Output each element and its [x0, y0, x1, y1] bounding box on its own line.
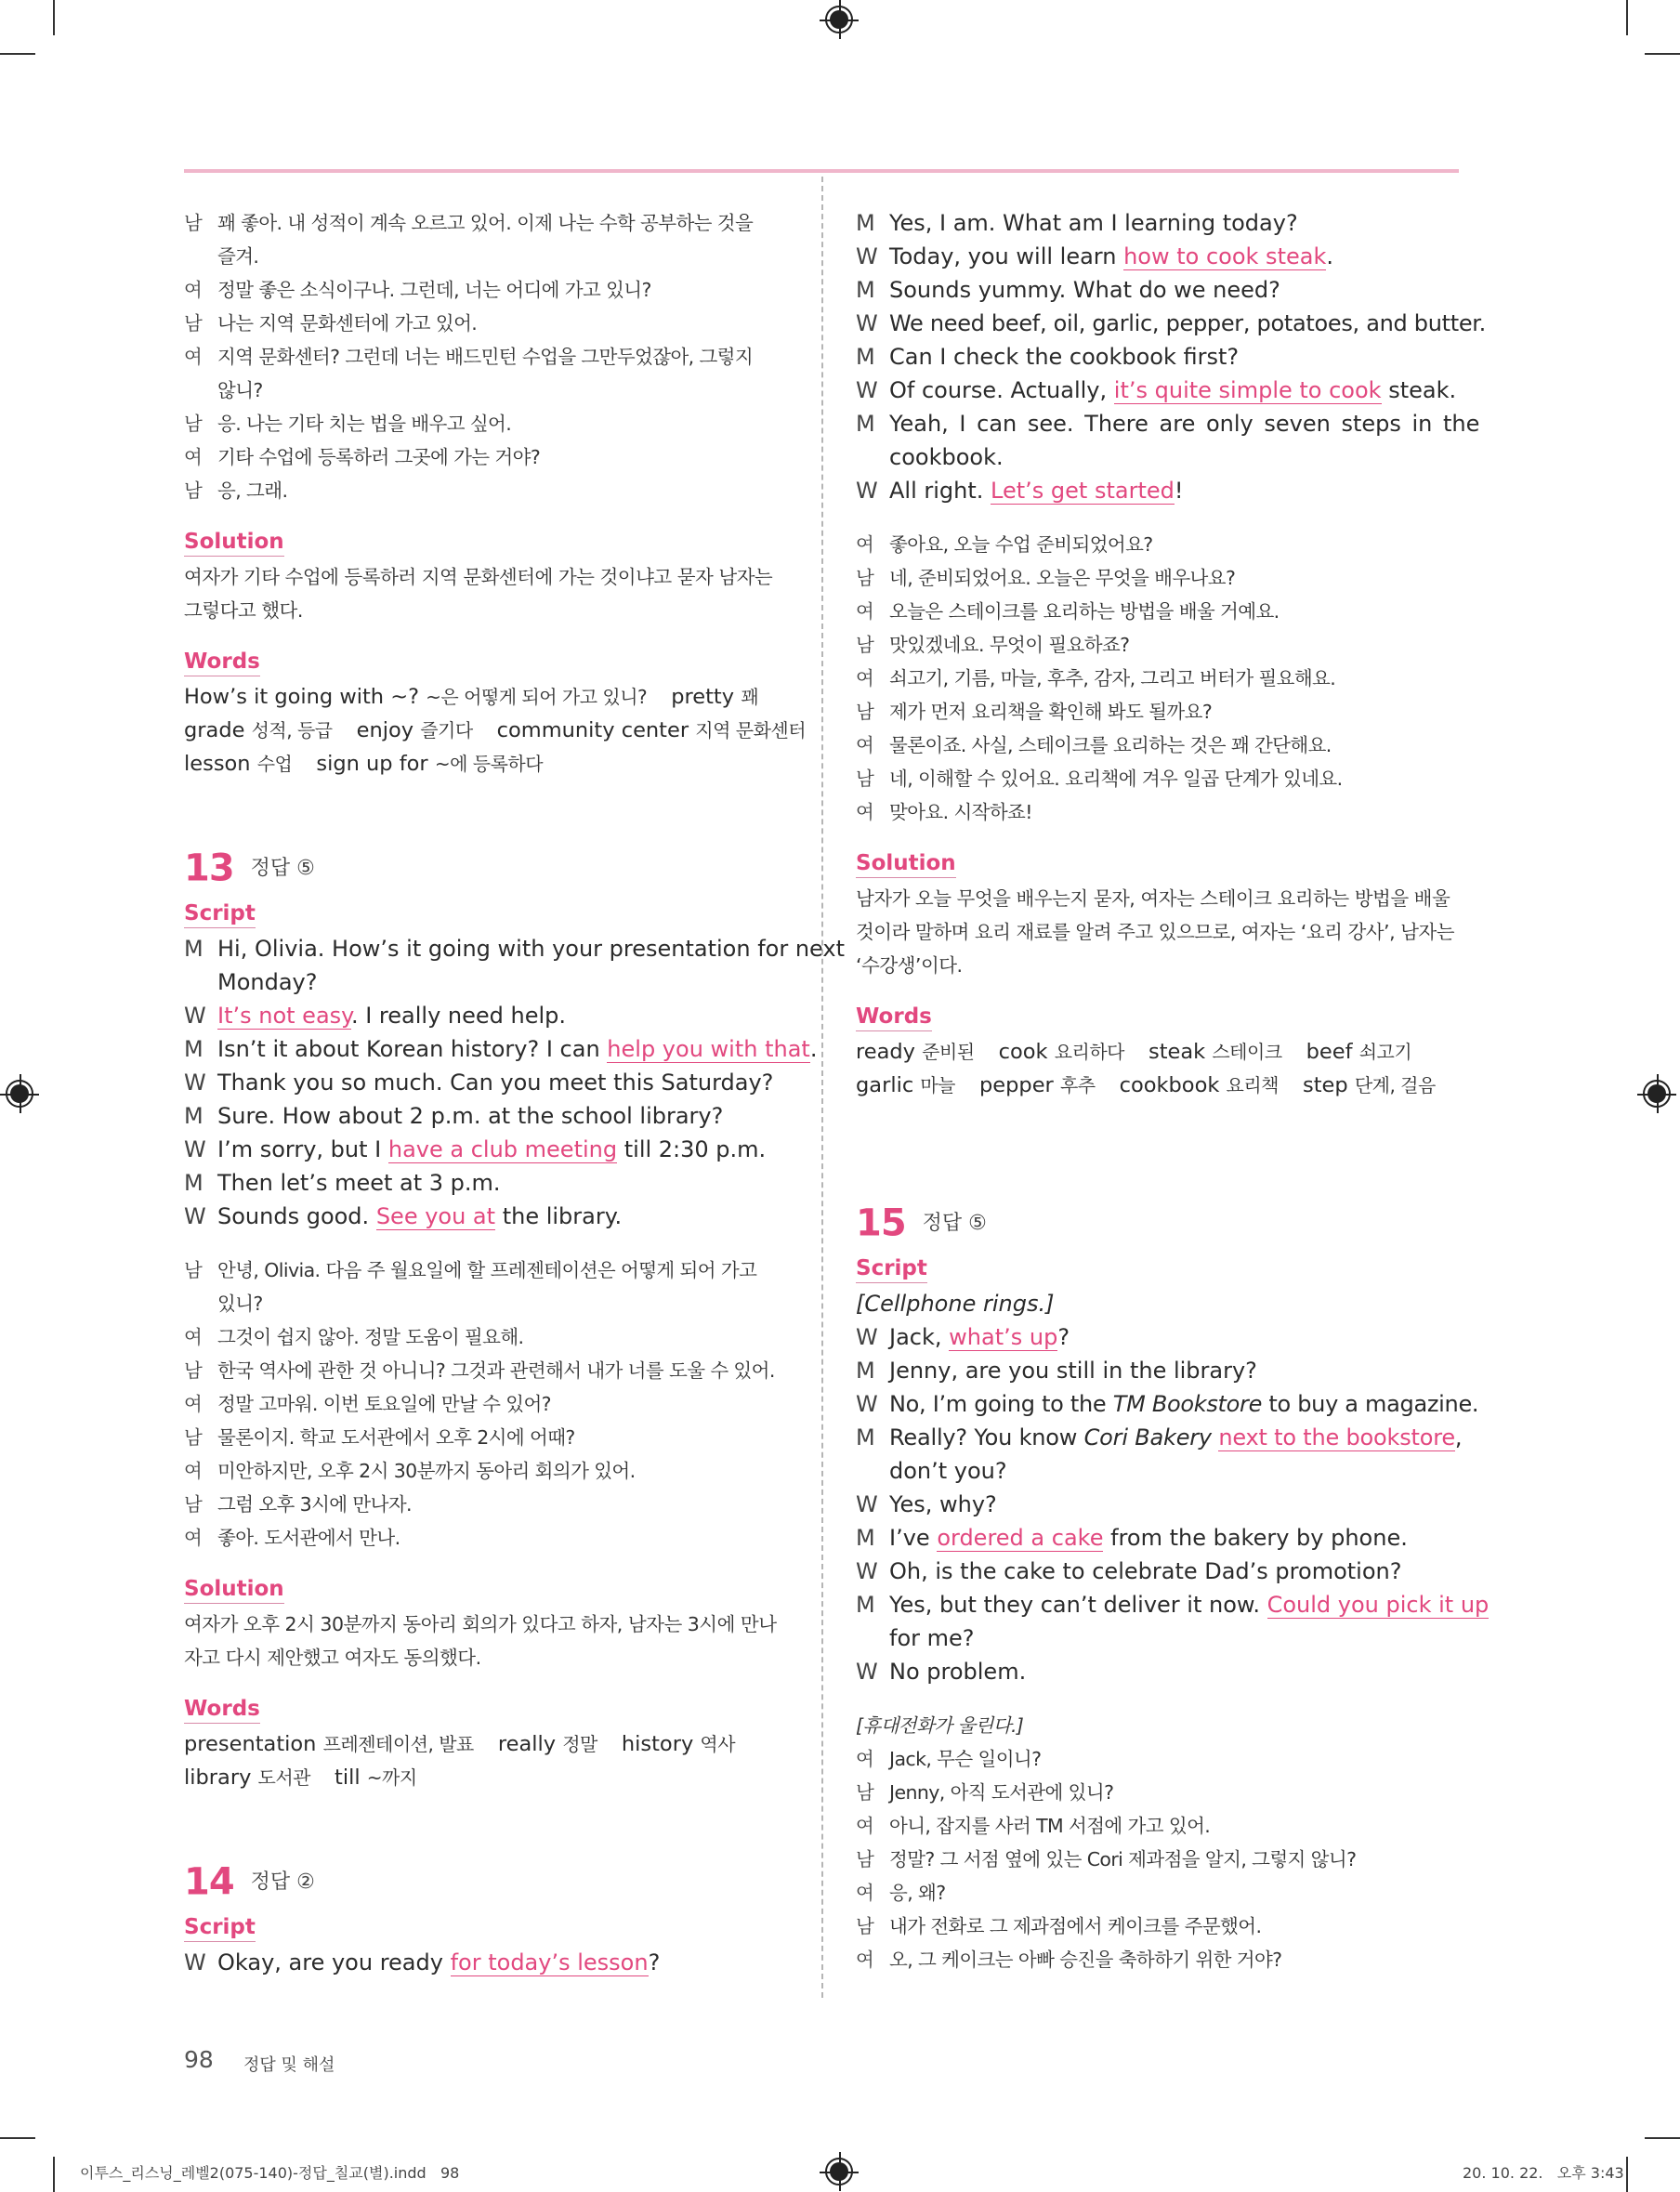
dialogue-line: 여 물론이죠. 사실, 스테이크를 요리하는 것은 꽤 간단해요. — [856, 734, 1332, 756]
dialogue-line: M Yes, but they can’t deliver it now. Could you pick it up — [856, 1592, 1490, 1618]
footer-file-name: 이투스_리스닝_레벨2(075-140)-정답_칠교(별).indd 98 — [80, 2164, 460, 2182]
dialogue-line: 여 맞아요. 시작하죠! — [856, 801, 1032, 823]
dialogue-line: 남 응, 그래. — [184, 479, 288, 502]
dialogue-line: 여 응, 왜? — [856, 1882, 946, 1904]
dialogue-line: 남 응. 나는 기타 치는 법을 배우고 싶어. — [184, 413, 512, 435]
key-phrase: it’s quite simple to cook — [1113, 377, 1382, 403]
dialogue-line: 여 미안하지만, 오후 2시 30분까지 동아리 회의가 있어. — [184, 1460, 636, 1482]
store-name: Cori Bakery — [1083, 1424, 1212, 1450]
q14-english-dialogue — [856, 206, 1486, 507]
dialogue-line: M Jenny, are you still in the library? — [856, 1358, 1257, 1384]
right-column — [856, 206, 1490, 1976]
dialogue-line: M Really? You know Cori Bakery next to the bookstore, — [856, 1424, 1463, 1450]
dialogue-line: W Jack, what’s up? — [856, 1324, 1070, 1350]
question-13-header — [184, 846, 786, 890]
registration-mark-icon — [1643, 1080, 1671, 1108]
trim-mark — [0, 2137, 35, 2139]
words-heading: Words — [184, 648, 260, 676]
dialogue-line: W All right. Let’s get started! — [856, 478, 1184, 504]
header-rule — [184, 169, 1459, 173]
dialogue-line: 여 좋아. 도서관에서 만나. — [184, 1527, 400, 1549]
dialogue-line: 남 Jenny, 아직 도서관에 있니? — [856, 1781, 1114, 1804]
store-name: TM Bookstore — [1112, 1391, 1263, 1417]
key-phrase: It’s not easy — [217, 1003, 351, 1029]
dialogue-line: M Isn’t it about Korean history? I can help you with that. — [184, 1036, 818, 1062]
dialogue-line: M Sounds yummy. What do we need? — [856, 277, 1280, 303]
dialogue-line: W We need beef, oil, garlic, pepper, potatoes, and butter. — [856, 310, 1486, 336]
solution-text: 여자가 오후 2시 30분까지 동아리 회의가 있다고 하자, 남자는 3시에 만나자고 다시 제안했고 여자도 동의했다. — [184, 1613, 777, 1669]
key-phrase: how to cook steak — [1123, 243, 1327, 269]
solution-heading: Solution — [184, 1575, 284, 1604]
dialogue-line: M Yeah, I can see. There are only seven steps in the — [856, 411, 1480, 437]
dialogue-line: 남 내가 전화로 그 제과점에서 케이크를 주문했어. — [856, 1915, 1262, 1937]
dialogue-line: W It’s not easy. I really need help. — [184, 1003, 567, 1029]
section-title: 정답 및 해설 — [243, 2055, 335, 2075]
words-heading: Words — [856, 1003, 932, 1031]
stage-direction: [휴대전화가 울린다.] — [856, 1714, 1024, 1737]
dialogue-line: W Okay, are you ready for today’s lesson? — [184, 1949, 661, 1975]
dialogue-line: 여 Jack, 무슨 일이니? — [856, 1748, 1042, 1770]
q14-korean-dialogue — [856, 528, 1458, 829]
stage-direction: [Cellphone rings.] — [856, 1291, 1055, 1317]
dialogue-line: 여 좋아요, 오늘 수업 준비되었어요? — [856, 533, 1153, 556]
dialogue-line: M Hi, Olivia. How’s it going with your presentation for next — [184, 936, 845, 962]
dialogue-line: W Oh, is the cake to celebrate Dad’s promotion? — [856, 1558, 1402, 1584]
script-heading: Script — [184, 899, 256, 928]
words-list: How’s it going with ~? ~은 어떻게 되어 가고 있니? pretty 꽤 grade 성적, 등급 enjoy 즐기다 community center 지역 문화센터 lesson 수업 sign up for ~에 등록하다 — [184, 685, 807, 776]
key-phrase: ordered a cake — [937, 1525, 1104, 1551]
dialogue-line: 여 정말 좋은 소식이구나. 그런데, 너는 어디에 가고 있니? — [184, 279, 651, 301]
registration-mark-icon — [825, 2158, 853, 2185]
key-phrase: what’s up — [949, 1324, 1058, 1350]
trim-mark — [53, 0, 55, 35]
question-number: 14 — [184, 1860, 234, 1904]
answer-label: 정답 ② — [250, 1870, 315, 1894]
solution-heading: Solution — [856, 849, 956, 878]
column-divider — [821, 177, 823, 1998]
key-phrase: help you with that — [607, 1036, 810, 1062]
dialogue-line: 남 제가 먼저 요리책을 확인해 봐도 될까요? — [856, 701, 1213, 723]
dialogue-line: 여 기타 수업에 등록하러 그곳에 가는 거야? — [184, 446, 541, 468]
dialogue-line: 남 그럼 오후 3시에 만나자. — [184, 1493, 412, 1516]
q13-english-dialogue — [184, 932, 845, 1233]
trim-mark — [0, 53, 35, 55]
script-heading: Script — [856, 1254, 927, 1283]
solution-text: 여자가 기타 수업에 등록하러 지역 문화센터에 가는 것이냐고 묻자 남자는 그렇다고 했다. — [184, 566, 773, 622]
trim-mark — [1626, 2157, 1628, 2192]
key-phrase: Let’s get started — [991, 478, 1175, 504]
dialogue-line: 여 쇠고기, 기름, 마늘, 후추, 감자, 그리고 버터가 필요해요. — [856, 667, 1336, 689]
key-phrase: Could you pick it up — [1267, 1592, 1490, 1618]
script-heading: Script — [184, 1913, 256, 1942]
dialogue-line: 여 오늘은 스테이크를 요리하는 방법을 배울 거예요. — [856, 600, 1280, 623]
dialogue-line: 여 아니, 잡지를 사러 TM 서점에 가고 있어. — [856, 1815, 1211, 1837]
dialogue-line: 여 오, 그 케이크는 아빠 승진을 축하하기 위한 거야? — [856, 1949, 1282, 1971]
dialogue-line: W Of course. Actually, it’s quite simple to cook steak. — [856, 377, 1457, 403]
dialogue-line: 남 네, 준비되었어요. 오늘은 무엇을 배우나요? — [856, 567, 1236, 589]
dialogue-line: M I’ve ordered a cake from the bakery by phone. — [856, 1525, 1408, 1551]
dialogue-line: 여 지역 문화센터? 그런데 너는 배드민턴 수업을 그만두었잖아, 그렇지 — [184, 346, 754, 368]
question-number: 13 — [184, 847, 234, 890]
dialogue-line: 남 꽤 좋아. 내 성적이 계속 오르고 있어. 이제 나는 수학 공부하는 것을 — [184, 212, 754, 234]
dialogue-line: 않니? — [217, 379, 263, 401]
registration-mark-icon — [6, 1080, 33, 1108]
dialogue-line: 남 한국 역사에 관한 것 아니니? 그것과 관련해서 내가 너를 도울 수 있어. — [184, 1359, 775, 1382]
dialogue-line: 남 안녕, Olivia. 다음 주 월요일에 할 프레젠테이션은 어떻게 되어 가고 — [184, 1259, 757, 1281]
dialogue-line: W I’m sorry, but I have a club meeting till 2:30 p.m. — [184, 1136, 767, 1162]
dialogue-line: W Sounds good. See you at the library. — [184, 1203, 623, 1229]
q15-korean-dialogue — [856, 1742, 1458, 1976]
answer-label: 정답 ⑤ — [250, 856, 315, 880]
solution-heading: Solution — [184, 528, 284, 557]
dialogue-line: W No, I’m going to the TM Bookstore to buy a magazine. — [856, 1391, 1479, 1417]
dialogue-line: 남 물론이지. 학교 도서관에서 오후 2시에 어때? — [184, 1426, 575, 1449]
words-list: ready 준비된 cook 요리하다 steak 스테이크 beef 쇠고기 garlic 마늘 pepper 후추 cookbook 요리책 step 단계, 걸음 — [856, 1040, 1436, 1097]
dialogue-line: W Today, you will learn how to cook steak. — [856, 243, 1333, 269]
q15-english-dialogue — [856, 1320, 1490, 1688]
dialogue-line: Monday? — [217, 969, 318, 995]
q13-korean-dialogue — [184, 1254, 786, 1555]
dialogue-line: 남 네, 이해할 수 있어요. 요리책에 겨우 일곱 단계가 있네요. — [856, 768, 1343, 790]
footer-date: 20. 10. 22. 오후 3:43 — [1463, 2164, 1624, 2182]
key-phrase: next to the bookstore — [1218, 1424, 1455, 1450]
dialogue-line: 남 나는 지역 문화센터에 가고 있어. — [184, 312, 478, 335]
dialogue-line: for me? — [889, 1625, 975, 1651]
trim-mark — [1626, 0, 1628, 35]
dialogue-line: M Can I check the cookbook first? — [856, 344, 1240, 370]
answer-label: 정답 ⑤ — [922, 1211, 987, 1235]
page-number: 98 — [184, 2046, 214, 2073]
dialogue-line: 여 정말 고마워. 이번 토요일에 만날 수 있어? — [184, 1393, 551, 1415]
dialogue-line: 여 그것이 쉽지 않아. 정말 도움이 필요해. — [184, 1326, 524, 1348]
dialogue-line: don’t you? — [889, 1458, 1007, 1484]
question-14-header — [184, 1859, 786, 1904]
words-heading: Words — [184, 1695, 260, 1724]
dialogue-line: W Yes, why? — [856, 1491, 997, 1517]
dialogue-line: M Sure. How about 2 p.m. at the school library? — [184, 1103, 724, 1129]
dialogue-line: 남 맛있겠네요. 무엇이 필요하죠? — [856, 634, 1130, 656]
dialogue-line: cookbook. — [889, 444, 1004, 470]
q12-korean-dialogue — [184, 206, 786, 507]
question-15-header — [856, 1201, 1458, 1245]
dialogue-line: W Thank you so much. Can you meet this Saturday? — [184, 1070, 774, 1096]
dialogue-line: 즐겨. — [217, 245, 259, 268]
trim-mark — [1645, 2137, 1680, 2139]
solution-text: 남자가 오늘 무엇을 배우는지 묻자, 여자는 스테이크 요리하는 방법을 배울 것이라 말하며 요리 재료를 알려 주고 있으므로, 여자는 ‘요리 강사’, 남자는 ‘수강생’이다. — [856, 887, 1455, 977]
words-list: presentation 프레젠테이션, 발표 really 정말 history 역사 library 도서관 till ~까지 — [184, 1732, 736, 1790]
question-number: 15 — [856, 1201, 906, 1245]
dialogue-line: 있니? — [217, 1293, 263, 1315]
left-column — [184, 206, 845, 1979]
dialogue-line: M Then let’s meet at 3 p.m. — [184, 1170, 501, 1196]
key-phrase: See you at — [375, 1203, 496, 1229]
registration-mark-icon — [825, 6, 853, 33]
dialogue-line: W No problem. — [856, 1659, 1027, 1685]
dialogue-line: M Yes, I am. What am I learning today? — [856, 210, 1298, 236]
key-phrase: for today’s lesson — [450, 1949, 649, 1975]
trim-mark — [53, 2157, 55, 2192]
dialogue-line: 남 정말? 그 서점 옆에 있는 Cori 제과점을 알지, 그렇지 않니? — [856, 1848, 1357, 1870]
trim-mark — [1645, 53, 1680, 55]
key-phrase: have a club meeting — [387, 1136, 618, 1162]
